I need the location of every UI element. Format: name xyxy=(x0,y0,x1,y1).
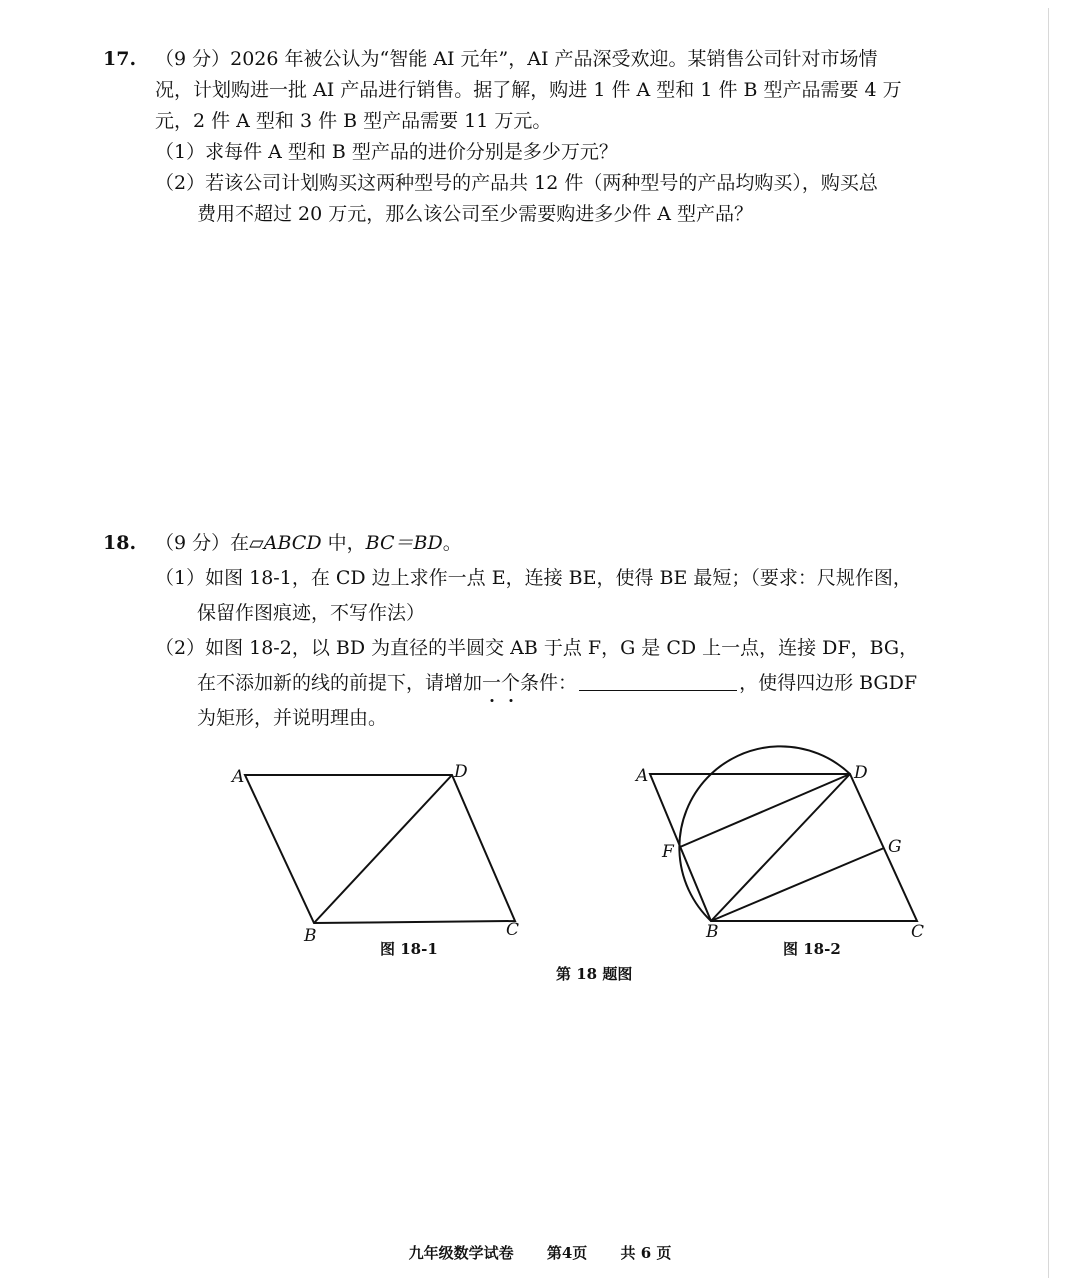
fig1-diagonal-bd xyxy=(314,775,452,923)
fig2-caption: 图 18-2 xyxy=(783,940,841,958)
stem-abcd: ABCD xyxy=(263,532,322,554)
question-18-part-2-line-3: 为矩形，并说明理由。 xyxy=(197,707,388,729)
figure-18-1 xyxy=(245,775,515,923)
question-17-line-2: 况，计划购进一批 AI 产品进行销售。据了解，购进 1 件 A 型和 1 件 B 型产品需要 4 万 xyxy=(155,79,902,101)
stem-prefix: （9 分）在 xyxy=(155,532,250,554)
question-18-part-1-line-1: （1）如图 18-1，在 CD 边上求作一点 E，连接 BE，使得 BE 最短；（要求：尺规作图， xyxy=(155,567,912,589)
fig2-parallelogram xyxy=(650,774,917,921)
figure-18-2 xyxy=(650,746,917,921)
fig2-label-f: F xyxy=(662,842,674,862)
fig1-label-d: D xyxy=(454,762,468,782)
question-17-part-2-line-2: 费用不超过 20 万元，那么该公司至少需要购进多少件 A 型产品？ xyxy=(197,203,754,225)
fig2-label-b: B xyxy=(706,922,719,942)
fig1-label-b: B xyxy=(304,926,317,946)
question-17-line-1: （9 分）2026 年被公认为“智能 AI 元年”，AI 产品深受欢迎。某销售公司针对市场情 xyxy=(155,48,878,70)
parallelogram-symbol: ▱ xyxy=(249,532,264,554)
fig2-diagonal-bd xyxy=(711,774,850,921)
question-17-part-1: （1）求每件 A 型和 B 型产品的进价分别是多少万元？ xyxy=(155,141,618,163)
footer-subject: 九年级数学试卷 xyxy=(408,1244,514,1262)
stem-equation: BC＝BD xyxy=(365,532,443,554)
fig2-label-c: C xyxy=(911,922,925,942)
question-18-number: 18. xyxy=(103,532,137,554)
fig1-caption: 图 18-1 xyxy=(380,940,438,958)
question-17-part-2-line-1: （2）若该公司计划购买这两种型号的产品共 12 件（两种型号的产品均购买），购买总 xyxy=(155,172,878,194)
footer-total: 共 6 页 xyxy=(620,1244,672,1262)
question-18-part-2-line-1: （2）如图 18-2，以 BD 为直径的半圆交 AB 于点 F，G 是 CD 上一点，连接 DF，BG， xyxy=(155,637,919,659)
part2-line2-b: 条件： xyxy=(520,672,578,694)
part2-line2-a: 在不添加新的线的前提下，请增加 xyxy=(197,672,483,694)
fig1-parallelogram xyxy=(245,775,515,923)
page-footer xyxy=(0,1242,1080,1263)
fig2-segment-bg xyxy=(711,848,884,921)
fig2-label-d: D xyxy=(854,763,868,783)
question-17-number: 17. xyxy=(103,48,137,70)
fig2-label-a: A xyxy=(636,766,649,786)
figure-group-caption: 第 18 题图 xyxy=(556,965,633,983)
stem-end: 。 xyxy=(442,532,462,554)
fig1-label-c: C xyxy=(506,920,520,940)
emphasis-char-1: 一 xyxy=(482,672,502,694)
question-17-line-3: 元，2 件 A 型和 3 件 B 型产品需要 11 万元。 xyxy=(155,110,552,132)
part2-line2-c: ，使得四边形 BGDF xyxy=(739,672,918,694)
fig1-label-a: A xyxy=(232,767,245,787)
emphasis-char-2: 个 xyxy=(501,672,521,694)
fig2-semicircle xyxy=(679,746,850,921)
fig2-label-g: G xyxy=(888,837,902,857)
question-18-part-1-line-2: 保留作图痕迹，不写作法） xyxy=(197,602,426,624)
stem-mid: 中， xyxy=(321,532,366,554)
fig2-segment-df xyxy=(680,774,850,847)
footer-page: 第4页 xyxy=(546,1244,588,1262)
